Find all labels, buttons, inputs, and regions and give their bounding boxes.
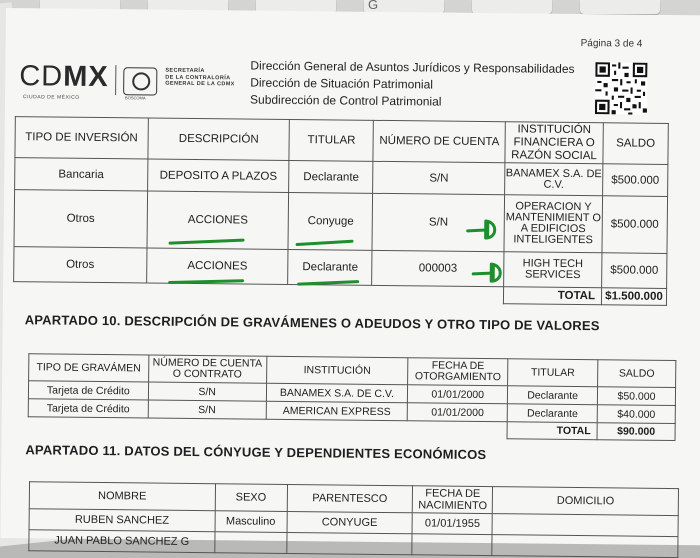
keyboard-key-g: G [364,0,444,14]
column-header: PARENTESCO [287,484,413,512]
column-header: INSTITUCIÓN FINANCIERA O RAZÓN SOCIAL [505,122,603,164]
section-11-title: APARTADO 11. DATOS DEL CÓNYUGE Y DEPENDIENTES ECONÓMICOS [25,442,487,463]
header-line: Subdirección de Control Patrimonial [249,92,442,109]
keyboard-key [580,0,660,14]
logo-city-label: CIUDAD DE MÉXICO [23,94,80,101]
secretaria-title: SECRETARÍA DE LA CONTRALORÍA GENERAL DE LA CDMX [165,67,235,88]
total-label: TOTAL [503,287,601,305]
column-header: DESCRIPCIÓN [148,118,290,160]
column-header: NÚMERO DE CUENTA O CONTRATO [148,355,266,383]
table-row: Bancaria DEPOSITO A PLAZOS Declarante S/N BANAMEX S.A. DE C.V. $500.000 [15,158,668,197]
column-header: NOMBRE [29,482,215,511]
total-value: $90.000 [597,423,675,441]
column-header: FECHA DE OTORGAMIENTO [408,358,508,386]
table-row: Otros ACCIONES Conyuge S/N OPERACION Y MANTENIMIENT O A EDIFICIOS INTELIGENTES $500.000 [14,190,668,254]
page-number: Página 3 de 4 [580,38,643,50]
qr-code-icon [595,62,648,115]
table-row: JUAN PABLO SANCHEZ G [29,530,678,558]
section-10-title: APARTADO 10. DESCRIPCIÓN DE GRAVÁMENES O ADEUDOS Y OTRO TIPO DE VALORES [24,312,600,334]
column-header: SALDO [603,123,668,165]
header-line: Dirección de Situación Patrimonial [250,75,434,92]
green-arrow-mark-icon [471,261,507,285]
column-header: SALDO [598,360,676,388]
table-row: Tarjeta de Crédito S/N AMERICAN EXPRESS 01/01/2000 Declarante $40.000 [28,399,675,424]
header-line: Dirección General de Asuntos Jurídicos y Responsabilidades [250,58,575,76]
green-arrow-mark-icon [466,218,502,242]
contraloria-seal-icon [123,67,157,95]
column-header: TITULAR [508,359,598,387]
total-value: $1.500.000 [601,288,666,306]
header-lines [250,58,575,112]
cdmx-logo: CDMX [19,60,109,94]
total-label: TOTAL [507,422,597,440]
column-header: DOMICILIO [493,487,679,516]
dependientes-table [28,481,679,558]
column-header: TIPO DE GRAVÁMEN [29,354,149,382]
column-header: FECHA DE NACIMIENTO [413,486,493,514]
column-header: TIPO DE INVERSIÓN [15,117,148,159]
gravamenes-table [28,353,677,441]
column-header: INSTITUCIÓN [266,356,408,384]
keyboard-key [472,0,552,14]
column-header: NÚMERO DE CUENTA [373,120,505,162]
column-header: SEXO [215,484,287,512]
document-page [0,8,700,548]
table-header-row [15,117,668,165]
logo-divider [115,65,116,95]
column-header: TITULAR [289,119,373,161]
table-row: Tarjeta de Crédito S/N BANAMEX S.A. DE C.V. 01/01/2000 Declarante $50.000 [28,381,675,406]
seal-label: BOSCOMA [125,95,146,101]
table-row: Otros ACCIONES Declarante 000003 HIGH TECH SERVICES $500.000 [14,247,667,289]
inversiones-table [13,116,669,306]
table-row: RUBEN SANCHEZ Masculino CONYUGE 01/01/1955 [29,509,678,537]
